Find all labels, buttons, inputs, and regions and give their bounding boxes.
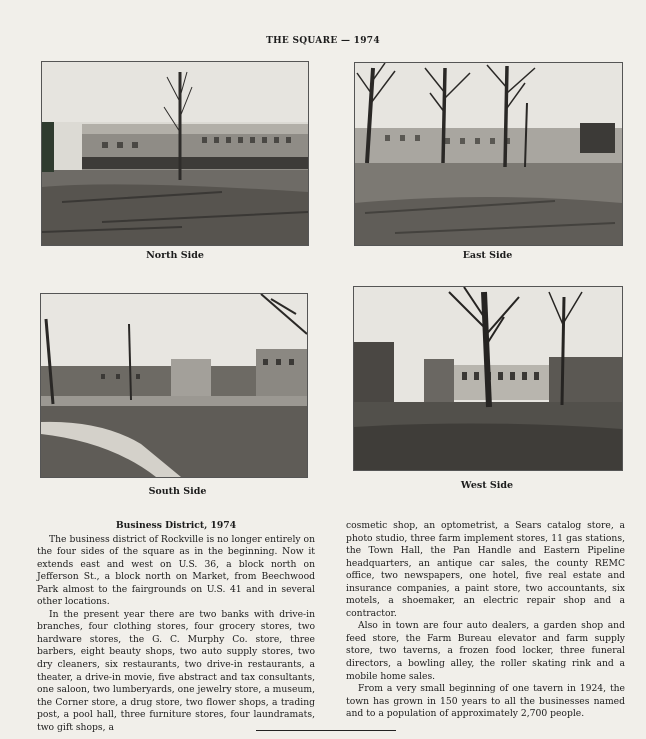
footer-rule	[256, 730, 396, 731]
south-side-photo	[40, 293, 308, 478]
north-side-caption: North Side	[146, 250, 204, 261]
east-side-caption: East Side	[462, 250, 513, 261]
north-side-photo	[41, 61, 309, 246]
article-paragraph: In the present year there are two banks with drive-in branches, four clothing stores, four grocery stores, two hardware stores, the G. C. Murphy Co. store, three barbers, eight beauty shops, two auto supply stores, two dry cleaners, six restaurants, two drive-in restaurants, a theater, a drive-in movie, five abstract and tax consultants, one saloon, two lumberyards, one jewelry store, a museum, the Corner store, a drug store, two flower shops, a trading post, a pool hall, three furniture stores, four laundramats, two gift shops, a	[37, 608, 315, 733]
page-title: THE SQUARE — 1974	[266, 36, 380, 46]
article-title: Business District, 1974	[115, 520, 237, 531]
west-side-photo	[353, 286, 623, 471]
east-side-photo	[354, 62, 623, 246]
west-side-caption: West Side	[460, 480, 514, 491]
article-paragraph: Also in town are four auto dealers, a garden shop and feed store, the Farm Bureau elevator and farm supply store, two taverns, a frozen food locker, three funeral directors, a bowling alley, the roller skating rink and a mobile home sales.	[346, 620, 625, 682]
article-paragraph: From a very small beginning of one tavern in 1924, the town has grown in 150 years to all the businesses named and to a population of approximately 2,700 people.	[346, 683, 625, 720]
article-column-1	[37, 520, 315, 734]
article-paragraph: cosmetic shop, an optometrist, a Sears catalog store, a photo studio, three farm implement stores, 11 gas stations, the Town Hall, the Pan Handle and Eastern Pipeline headquarters, an antique car sales, the county REMC office, two newspapers, one hotel, five real estate and insurance companies, a paint store, two accountants, six motels, a shoemaker, an electric repair shop and a contractor.	[346, 520, 625, 619]
article-column-2	[346, 520, 625, 721]
south-side-caption: South Side	[148, 486, 207, 497]
article-paragraph: The business district of Rockville is no longer entirely on the four sides of the square as in the beginning. Now it extends east and west on U.S. 36, a block north on Jefferson St., a block north on Market, from Beechwood Park almost to the fairgrounds on U.S. 41 and in several other locations.	[37, 533, 315, 608]
